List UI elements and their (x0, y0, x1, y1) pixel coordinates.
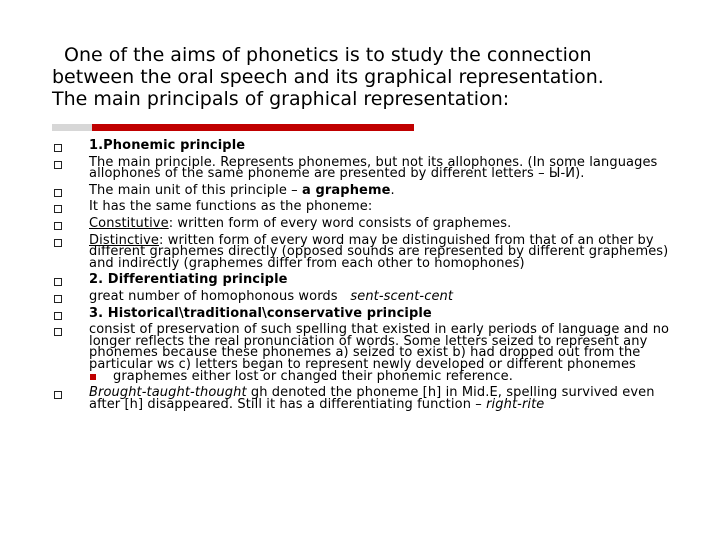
square-bullet-icon (54, 205, 62, 213)
square-bullet-icon (54, 222, 62, 230)
item-text: : written form of every word consists of graphemes. (168, 215, 512, 231)
list-item (48, 232, 688, 271)
item-text: gh denoted the phoneme [h] in Mid.E, spelling survived even after [h] disappeared. Still it has a differentiating function – (89, 385, 655, 412)
square-bullet-icon (54, 189, 62, 197)
sub-item-text: graphemes either lost or changed their phonemic reference. (113, 368, 513, 384)
title-line-3: The main principals of graphical representation: (52, 88, 510, 110)
sub-item (89, 368, 688, 384)
title-line-1: One of the aims of phonetics is to study the connection (64, 44, 592, 66)
list-item (48, 305, 688, 321)
square-bullet-icon (54, 239, 62, 247)
item-text: 2. Differentiating principle (89, 272, 288, 288)
item-term: Constitutive (89, 215, 169, 231)
item-text: great number of homophonous words (89, 288, 342, 304)
slide-title (52, 44, 692, 110)
item-text: : written form of every word may be distinguished from that of an other by different graphemes directly (opposed sounds are represented by different graphemes) and indirectly (graphemes differ from each other to homophones) (89, 232, 669, 271)
square-bullet-icon (54, 312, 62, 320)
item-text: 1.Phonemic principle (89, 138, 246, 153)
item-text: consist of preservation of such spelling that existed in early periods of language and no longer reflects the real pronunciation of words. Some letters seized to represent any phonemes because these phonemes a) seized to exist b) had dropped out from the particular ws c) letters began to represent newly developed or different phonemes (89, 322, 670, 372)
square-bullet-icon (54, 161, 62, 169)
item-example: Brought-taught-thought (89, 385, 247, 401)
list-item (48, 324, 688, 382)
list-item (48, 274, 688, 286)
square-bullet-icon (54, 278, 62, 286)
list-item (48, 288, 688, 304)
list-item (48, 201, 688, 213)
square-bullet-icon (54, 144, 62, 152)
list-item (48, 387, 688, 410)
list-item (48, 182, 688, 198)
item-text: It has the same functions as the phoneme: (89, 199, 373, 215)
item-text: 3. Historical\traditional\conservative principle (89, 305, 432, 321)
square-bullet-icon (54, 328, 62, 336)
item-example: sent-scent-cent (350, 288, 454, 304)
item-text: The main principle. Represents phonemes, but not its allophones. (In some languages allophones of the same phoneme are presented by different letters – Ы-И). (89, 154, 658, 182)
item-example: right-rite (486, 396, 545, 412)
list-item (48, 154, 688, 182)
list-item (48, 215, 688, 231)
list-item (48, 140, 688, 152)
square-bullet-icon (54, 295, 62, 303)
item-text: . (390, 182, 395, 198)
bullet-list (48, 140, 688, 415)
red-square-bullet-icon (90, 374, 96, 380)
item-term: Distinctive (89, 232, 159, 248)
title-divider (52, 124, 414, 131)
title-line-2: between the oral speech and its graphical representation. (52, 66, 604, 88)
item-text: The main unit of this principle – (89, 182, 302, 198)
square-bullet-icon (54, 391, 62, 399)
item-emphasis: a grapheme (302, 182, 391, 198)
